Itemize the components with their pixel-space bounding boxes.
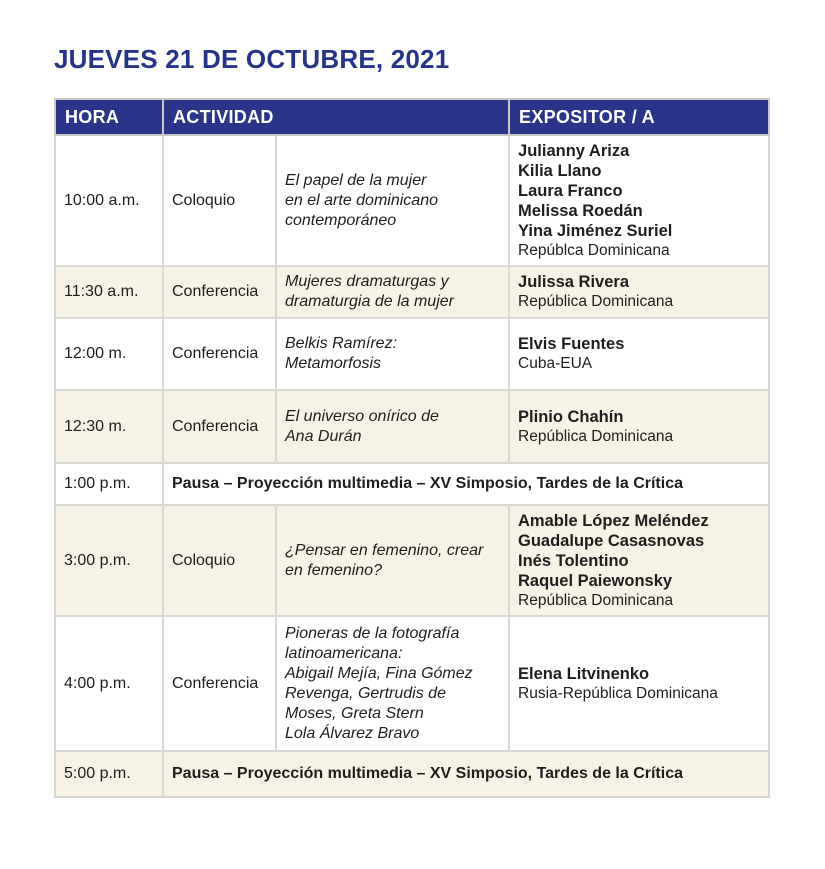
speaker-cell — [509, 505, 769, 616]
activity-title-line: dramaturgia de la mujer — [285, 293, 454, 310]
pause-cell: Pausa – Proyección multimedia – XV Simposio, Tardes de la Crítica — [163, 463, 769, 505]
activity-title-line: contemporáneo — [285, 211, 397, 229]
speaker-country: República Dominicana — [518, 591, 674, 609]
activity-title-line: Metamorfosis — [285, 355, 382, 372]
speaker-country: Rusia-República Dominicana — [518, 684, 718, 702]
speaker-name: Julissa Rivera — [518, 273, 630, 291]
speaker-cell — [509, 390, 769, 463]
speaker-name: Inés Tolentino — [518, 551, 629, 570]
activity-type-cell: Conferencia — [163, 318, 276, 390]
table-row — [55, 318, 769, 390]
activity-title-line: en femenino? — [285, 561, 382, 579]
speaker-name: Elena Litvinenko — [518, 664, 650, 683]
activity-title-line: El universo onírico de — [285, 407, 439, 425]
time-cell: 11:30 a.m. — [55, 266, 163, 318]
time-cell: 12:00 m. — [55, 318, 163, 390]
time-cell: 12:30 m. — [55, 390, 163, 463]
activity-type-cell: Coloquio — [163, 135, 276, 266]
table-header-row — [55, 99, 769, 135]
speaker-name: Guadalupe Casasnovas — [518, 531, 705, 550]
activity-type-cell: Conferencia — [163, 390, 276, 463]
activity-title-cell — [276, 135, 509, 266]
activity-title-cell — [276, 390, 509, 463]
time-cell: 4:00 p.m. — [55, 616, 163, 751]
table-row — [55, 505, 769, 616]
speaker-cell — [509, 616, 769, 751]
activity-title-cell — [276, 318, 509, 390]
speaker-country: Repúblca Dominicana — [518, 241, 670, 259]
table-row — [55, 266, 769, 318]
speaker-name: Plinio Chahín — [518, 407, 624, 426]
table-row — [55, 135, 769, 266]
activity-title-line: Pioneras de la fotografía — [285, 624, 460, 642]
activity-title-line: Moses, Greta Stern — [285, 704, 424, 722]
speaker-name: Yina Jiménez Suriel — [518, 221, 673, 240]
table-row — [55, 390, 769, 463]
activity-type-cell: Conferencia — [163, 616, 276, 751]
header-actividad: ACTIVIDAD — [163, 99, 509, 135]
speaker-cell — [509, 135, 769, 266]
activity-title-line: Lola Álvarez Bravo — [285, 724, 420, 742]
table-row — [55, 463, 769, 505]
time-cell: 1:00 p.m. — [55, 463, 163, 505]
activity-title-cell — [276, 266, 509, 318]
activity-title-line: Belkis Ramírez: — [285, 335, 398, 352]
activity-title-line: El papel de la mujer — [285, 171, 427, 189]
time-cell: 5:00 p.m. — [55, 751, 163, 797]
header-expositor: EXPOSITOR / A — [509, 99, 769, 135]
activity-title-line: Ana Durán — [285, 427, 362, 445]
activity-type-cell: Coloquio — [163, 505, 276, 616]
header-hora: HORA — [55, 99, 163, 135]
speaker-country: República Dominicana — [518, 427, 674, 445]
schedule-table — [54, 98, 770, 798]
speaker-name: Kilia Llano — [518, 161, 602, 180]
speaker-cell — [509, 266, 769, 318]
speaker-name: Amable López Meléndez — [518, 511, 709, 530]
activity-title-cell — [276, 616, 509, 751]
time-cell: 3:00 p.m. — [55, 505, 163, 616]
activity-title-line: Revenga, Gertrudis de — [285, 684, 446, 702]
activity-title-line: latinoamericana: — [285, 644, 403, 662]
speaker-name: Laura Franco — [518, 181, 623, 200]
speaker-name: Julianny Ariza — [518, 141, 630, 160]
activity-type-cell: Conferencia — [163, 266, 276, 318]
speaker-cell — [509, 318, 769, 390]
time-cell: 10:00 a.m. — [55, 135, 163, 266]
speaker-country: República Dominicana — [518, 293, 674, 310]
activity-title-line: Mujeres dramaturgas y — [285, 273, 449, 290]
activity-title-line: en el arte dominicano — [285, 191, 438, 209]
table-row — [55, 616, 769, 751]
activity-title-line: Abigail Mejía, Fina Gómez — [285, 664, 473, 682]
page-title: JUEVES 21 DE OCTUBRE, 2021 — [54, 44, 450, 74]
activity-title-line: ¿Pensar en femenino, crear — [285, 541, 484, 559]
speaker-name: Melissa Roedán — [518, 201, 643, 220]
speaker-country: Cuba-EUA — [518, 355, 593, 372]
pause-cell: Pausa – Proyección multimedia – XV Simposio, Tardes de la Crítica — [163, 751, 769, 797]
table-row — [55, 751, 769, 797]
speaker-name: Elvis Fuentes — [518, 335, 625, 353]
activity-title-cell — [276, 505, 509, 616]
speaker-name: Raquel Paiewonsky — [518, 571, 673, 590]
